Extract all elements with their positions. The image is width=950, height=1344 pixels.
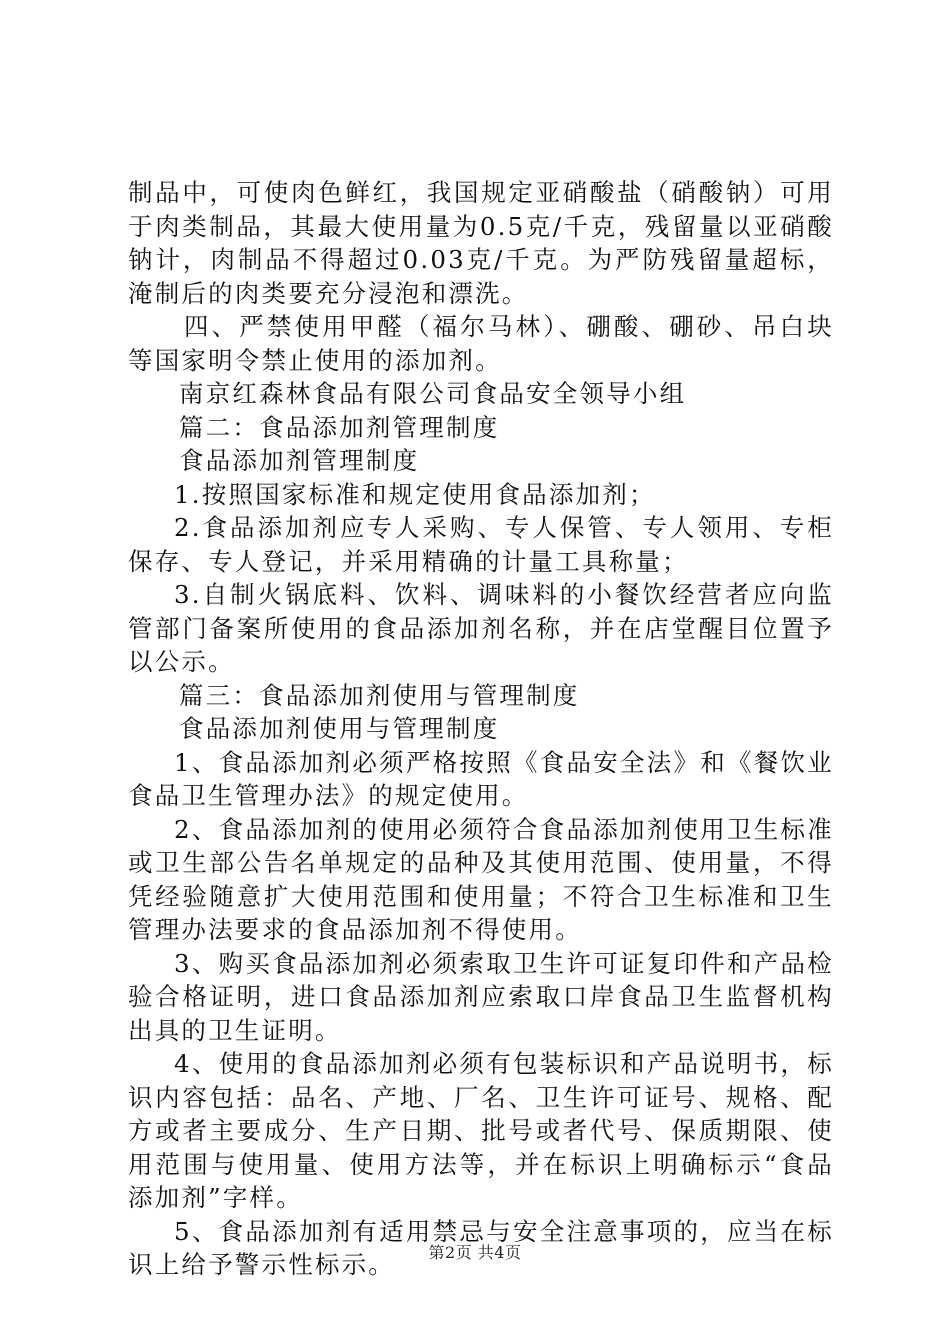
rule-item-2: 2.食品添加剂应专人采购、专人保管、专人领用、专柜保存、专人登记，并采用精确的计量工具称量； xyxy=(128,513,834,576)
document-body xyxy=(128,176,834,1282)
section-title-use-and-management: 食品添加剂使用与管理制度 xyxy=(179,714,500,743)
use-rule-item-5: 5、食品添加剂有适用禁忌与安全注意事项的，应当在标识上给予警示性标示。 xyxy=(128,1216,834,1279)
use-rule-item-1: 1、食品添加剂必须严格按照《食品安全法》和《餐饮业食品卫生管理办法》的规定使用。 xyxy=(128,747,834,810)
use-rule-item-2: 2、食品添加剂的使用必须符合食品添加剂使用卫生标准或卫生部公告名单规定的品种及其使用范围、使用量，不得凭经验随意扩大使用范围和使用量；不符合卫生标准和卫生管理办法要求的食品添加剂不得使用。 xyxy=(128,814,834,944)
paragraph-prohibited-additives: 四、严禁使用甲醛（福尔马林）、硼酸、硼砂、吊白块等国家明令禁止使用的添加剂。 xyxy=(128,312,834,375)
use-rule-item-4: 4、使用的食品添加剂必须有包装标识和产品说明书，标识内容包括：品名、产地、厂名、卫生许可证号、规格、配方或者主要成分、生产日期、批号或者代号、保质期限、使用范围与使用量、使用方法等，并在标识上明确标示“食品添加剂”字样。 xyxy=(128,1049,834,1212)
paragraph-company-signature: 南京红森林食品有限公司食品安全领导小组 xyxy=(179,379,687,408)
rule-item-3: 3.自制火锅底料、饮料、调味料的小餐饮经营者应向监管部门备案所使用的食品添加剂名称，并在店堂醒目位置予以公示。 xyxy=(128,580,834,676)
use-rule-item-3: 3、购买食品添加剂必须索取卫生许可证复印件和产品检验合格证明，进口食品添加剂应索取口岸食品卫生监督机构出具的卫生证明。 xyxy=(128,948,834,1045)
paragraph-nitrite-continuation: 制品中，可使肉色鲜红，我国规定亚硝酸盐（硝酸钠）可用于肉类制品，其最大使用量为0.5克/千克，残留量以亚硝酸钠计，肉制品不得超过0.03克/千克。为严防残留量超标，淹制后的肉类要充分浸泡和漂洗。 xyxy=(128,178,834,308)
rule-item-1: 1.按照国家标准和规定使用食品添加剂； xyxy=(174,479,656,509)
page-number-footer: 第2页 共4页 xyxy=(428,1243,522,1262)
section-heading-part-two: 篇二：食品添加剂管理制度 xyxy=(179,412,500,442)
section-heading-part-three: 篇三：食品添加剂使用与管理制度 xyxy=(179,680,580,710)
section-title-management-rules: 食品添加剂管理制度 xyxy=(179,446,420,475)
